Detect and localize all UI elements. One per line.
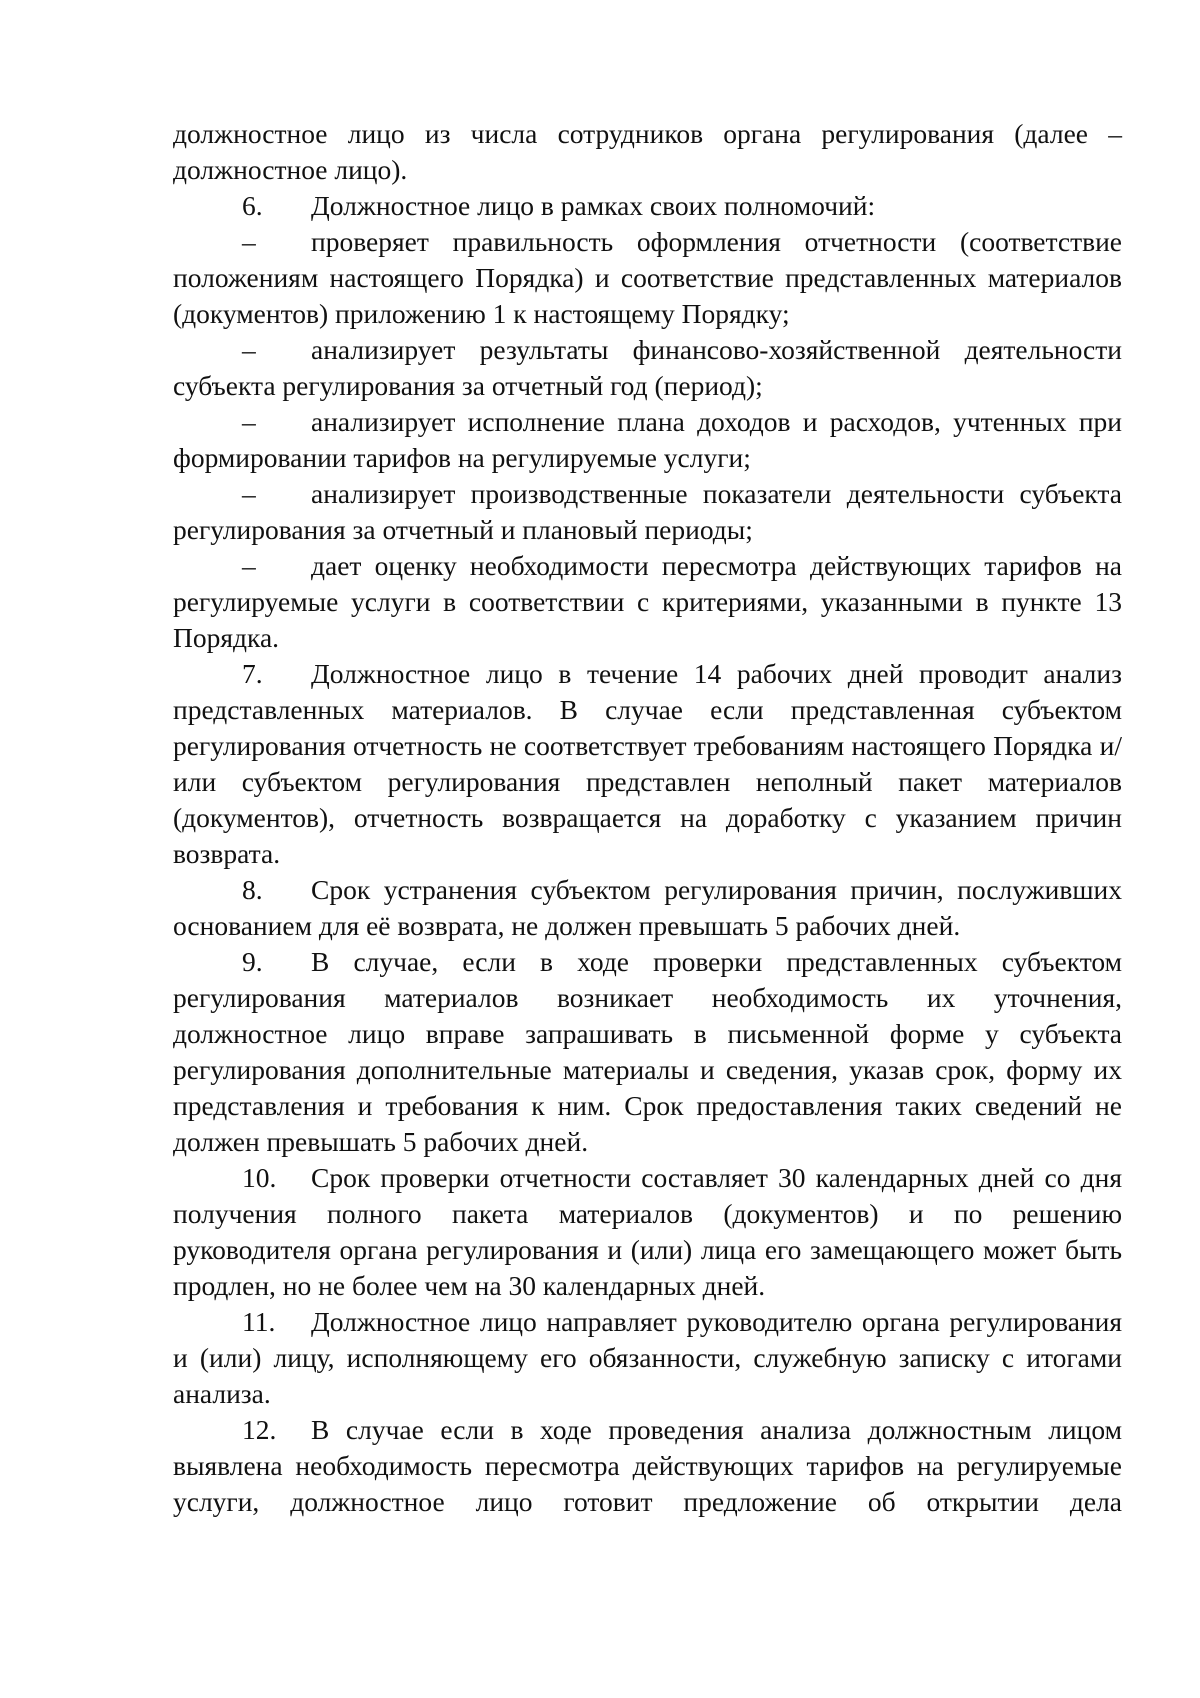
paragraph-continuation <box>173 116 1122 188</box>
item-number: 11. <box>242 1306 276 1337</box>
paragraph-text: должностное лицо из числа сотрудников органа регулирования (далее – должностное лицо). <box>173 118 1122 185</box>
paragraph-item-11 <box>173 1304 1122 1412</box>
dash-marker: – <box>242 406 256 437</box>
dash-item-check-reporting <box>173 224 1122 332</box>
item-number: 8. <box>242 874 263 905</box>
paragraph-text: Должностное лицо направляет руководителю органа регулирования и (или) лицу, исполняющему его обязанности, служебную записку с итогами анализа. <box>173 1306 1122 1409</box>
paragraph-item-8 <box>173 872 1122 944</box>
paragraph-item-9 <box>173 944 1122 1160</box>
paragraph-text: дает оценку необходимости пересмотра действующих тарифов на регулируемые услуги в соответствии с критериями, указанными в пункте 13 Порядка. <box>173 550 1122 653</box>
item-number: 6. <box>242 190 263 221</box>
paragraph-text: Должностное лицо в течение 14 рабочих дней проводит анализ представленных материалов. В случае если представленная субъектом регулирования отчетность не соответствует требованиям настоящего Порядка и/или субъектом регулирования представлен неполный пакет материалов (документов), отчетность возвращается на доработку с указанием причин возврата. <box>173 658 1122 869</box>
item-number: 12. <box>242 1414 277 1445</box>
paragraph-text: проверяет правильность оформления отчетности (соответствие положениям настоящего Порядка) и соответствие представленных материалов (документов) приложению 1 к настоящему Порядку; <box>173 226 1122 329</box>
dash-item-assess-revision <box>173 548 1122 656</box>
paragraph-text: В случае если в ходе проведения анализа должностным лицом выявлена необходимость пересмотра действующих тарифов на регулируемые услуги, должностное лицо готовит предложение об открытии дела <box>173 1414 1122 1517</box>
paragraph-item-10 <box>173 1160 1122 1304</box>
dash-item-analyze-indicators <box>173 476 1122 548</box>
paragraph-item-7 <box>173 656 1122 872</box>
item-number: 7. <box>242 658 263 689</box>
paragraph-text: Срок проверки отчетности составляет 30 календарных дней со дня получения полного пакета материалов (документов) и по решению руководителя органа регулирования и (или) лица его замещающего может быть продлен, но не более чем на 30 календарных дней. <box>173 1162 1122 1301</box>
paragraph-text: анализирует результаты финансово-хозяйственной деятельности субъекта регулирования за отчетный год (период); <box>173 334 1122 401</box>
dash-marker: – <box>242 550 256 581</box>
paragraph-item-6 <box>173 188 1122 224</box>
paragraph-text: анализирует исполнение плана доходов и расходов, учтенных при формировании тарифов на регулируемые услуги; <box>173 406 1122 473</box>
dash-marker: – <box>242 226 256 257</box>
paragraph-text: В случае, если в ходе проверки представленных субъектом регулирования материалов возникает необходимость их уточнения, должностное лицо вправе запрашивать в письменной форме у субъекта регулирования дополнительные материалы и сведения, указав срок, форму их представления и требования к ним. Срок предоставления таких сведений не должен превышать 5 рабочих дней. <box>173 946 1122 1157</box>
item-number: 9. <box>242 946 263 977</box>
item-number: 10. <box>242 1162 277 1193</box>
document-body <box>173 116 1122 1520</box>
paragraph-item-12 <box>173 1412 1122 1520</box>
dash-marker: – <box>242 478 256 509</box>
paragraph-text: Срок устранения субъектом регулирования причин, послуживших основанием для её возврата, не должен превышать 5 рабочих дней. <box>173 874 1122 941</box>
paragraph-text: анализирует производственные показатели деятельности субъекта регулирования за отчетный и плановый периоды; <box>173 478 1122 545</box>
dash-item-analyze-plan <box>173 404 1122 476</box>
paragraph-text: Должностное лицо в рамках своих полномочий: <box>311 190 876 221</box>
dash-marker: – <box>242 334 256 365</box>
dash-item-analyze-results <box>173 332 1122 404</box>
